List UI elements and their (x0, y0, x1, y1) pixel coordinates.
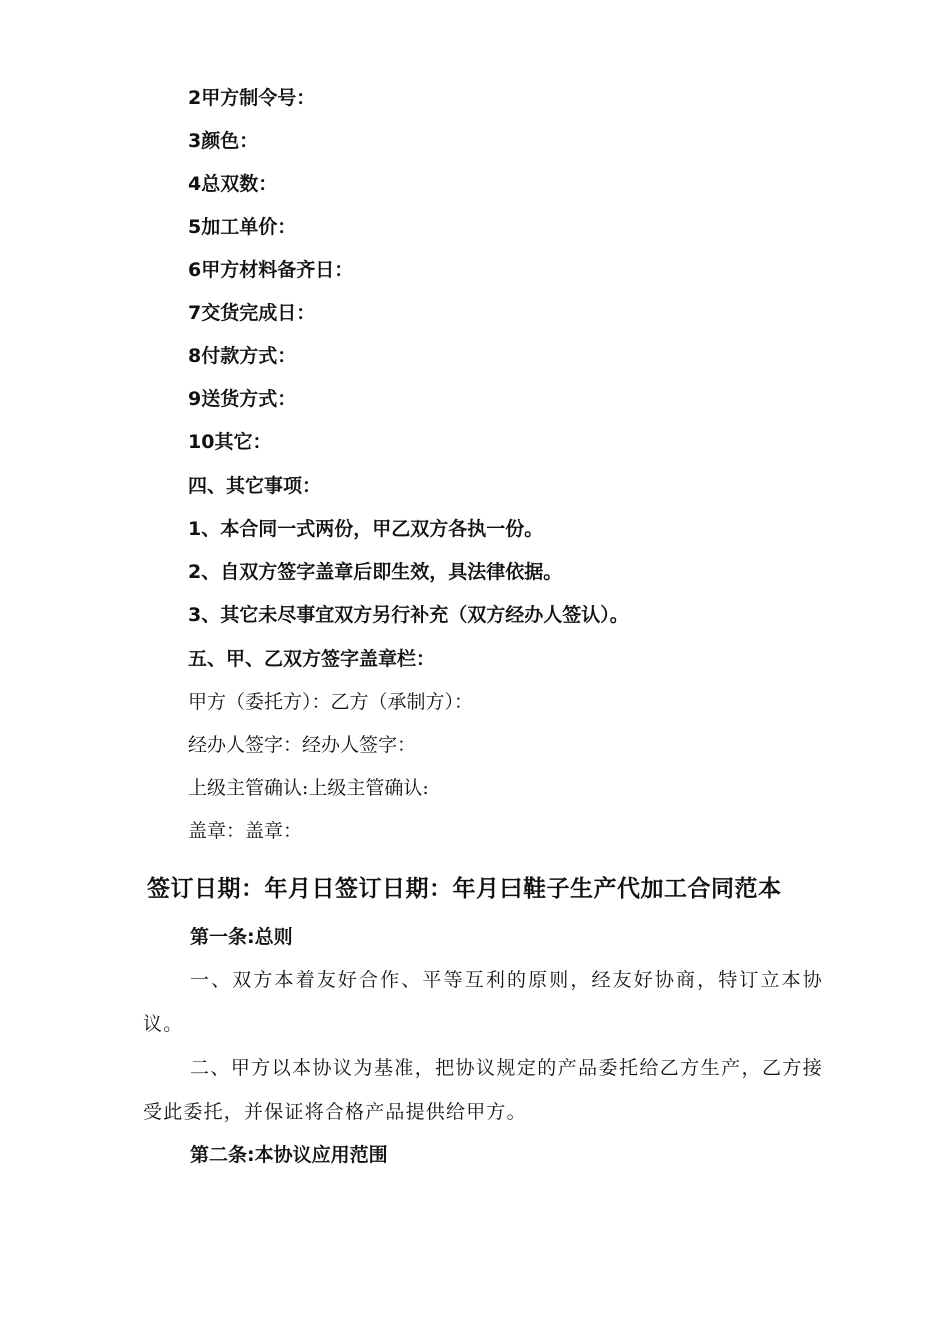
item-delivery-method: 9送货方式： (188, 388, 297, 410)
signature-parties-line: 甲方（委托方）：乙方（承制方）： (188, 691, 474, 713)
item-payment-method: 8付款方式： (188, 345, 297, 367)
contract-heading: 签订日期：年月日签订日期：年月曰鞋子生产代加工合同范本 (147, 876, 782, 902)
item-other: 10其它： (188, 431, 272, 453)
article2-title: 第二条:本协议应用范围 (190, 1144, 388, 1166)
item-color: 3颜色： (188, 130, 259, 152)
item-order-number: 2甲方制令号： (188, 87, 316, 109)
signature-seal-line: 盖章：盖章： (188, 820, 303, 842)
article1-paragraph-2: 二、甲方以本协议为基准，把协议规定的产品委托给乙方生产，乙方接受此委托，并保证将合格产品提供给甲方。 (143, 1057, 823, 1123)
signature-handler-line: 经办人签字：经办人签字： (188, 734, 417, 756)
section5-title: 五、甲、乙双方签字盖章栏： (188, 648, 436, 670)
item-total-pairs: 4总双数： (188, 173, 278, 195)
article1-title: 第一条:总则 (190, 926, 293, 948)
article1-paragraph-1: 一、双方本着友好合作、平等互利的原则，经友好协商，特订立本协议。 (143, 969, 823, 1035)
section4-title: 四、其它事项： (188, 475, 322, 497)
section4-item-1: 1、本合同一式两份，甲乙双方各执一份。 (188, 518, 544, 540)
section4-item-2: 2、自双方签字盖章后即生效，具法律依据。 (188, 561, 563, 583)
item-delivery-complete-date: 7交货完成日： (188, 302, 316, 324)
signature-supervisor-line: 上级主管确认:上级主管确认: (188, 777, 429, 799)
item-unit-price: 5加工单价： (188, 216, 297, 238)
section4-item-3: 3、其它未尽事宜双方另行补充（双方经办人签认）。 (188, 604, 629, 626)
item-material-ready-date: 6甲方材料备齐日： (188, 259, 354, 281)
